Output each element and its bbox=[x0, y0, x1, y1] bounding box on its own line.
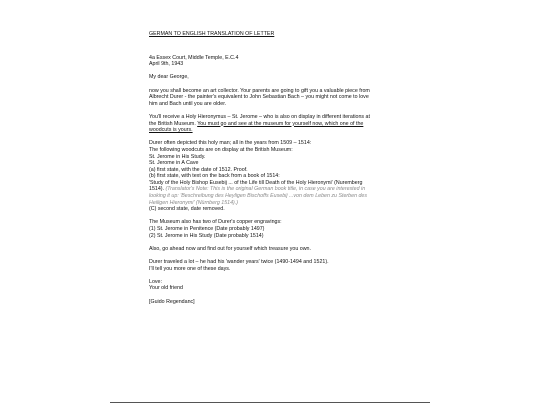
para3-line: The following woodcuts are on display at the British Museum: bbox=[149, 146, 293, 153]
para6-line: I'll tell you more one of these days. bbox=[149, 265, 231, 272]
para2-line: You'll receive a Holy Hieronymus – St. Jerome – who is also on display in different iterations at bbox=[149, 113, 370, 120]
para4-line: (2) St. Jerome in His Study (Date probably 1514) bbox=[149, 232, 264, 239]
closing-line: Your old friend bbox=[149, 285, 183, 292]
para3-line: St. Jerome in A Cave bbox=[149, 160, 199, 167]
letter-body bbox=[149, 31, 449, 305]
para3-line: (C) second state, date removed. bbox=[149, 206, 225, 213]
para2-underlined-line: woodcuts is yours. bbox=[149, 127, 193, 134]
document-title: GERMAN TO ENGLISH TRANSLATION OF LETTER bbox=[149, 31, 275, 37]
para2-line bbox=[149, 121, 449, 128]
salutation: My dear George, bbox=[149, 74, 189, 81]
translator-note-line: looking it up: 'Beschreibung des Heyligen Bischoffs Eusebij ...von dem Leben zu Sterben des bbox=[149, 193, 368, 200]
para3-year-text: 1514). bbox=[149, 186, 166, 193]
para3-line bbox=[149, 186, 449, 193]
para2-underlined-text: You must go and see at the museum for yourself now, which one of the bbox=[197, 120, 364, 127]
translator-note-line: Heiligen Hieronymi' (Nürnberg 1514).) bbox=[149, 199, 239, 206]
para1-line: him and Bach until you are older. bbox=[149, 100, 227, 107]
para1-line: Albrecht Durer - the painter's equivalent to John Sebastian Bach – you might not come to love bbox=[149, 94, 369, 101]
translator-note: (Translator's Note: This is the original German book title, in case you are interested in bbox=[165, 186, 366, 193]
para3-line: (a) first state, with the date of 1512. Proof. bbox=[149, 166, 248, 173]
para3-line: Durer often depicted this holy man; all in the years from 1509 – 1514: bbox=[149, 140, 312, 147]
para6-line: Durer traveled a lot – he had his 'wander years' twice (1490-1494 and 1521). bbox=[149, 259, 329, 265]
para1-line: now you shall become an art collector. Your parents are going to gift you a valuable piece from bbox=[149, 87, 370, 94]
para4-line: (1) St. Jerome in Penitence (Date probably 1497) bbox=[149, 226, 265, 233]
para3-line: 'Study of the Holy Bishop Eusebij ... of the Life till Death of the Holy Hieronymi' (Nuremberg bbox=[149, 179, 363, 186]
closing-line: Love: bbox=[149, 278, 162, 285]
page-bottom-divider bbox=[110, 402, 430, 403]
para4-line: The Museum also has two of Durer's copper engravings: bbox=[149, 219, 282, 226]
signature: [Guido Regendanc] bbox=[149, 298, 195, 305]
para5-line: Also, go ahead now and find out for yourself which treasure you own. bbox=[149, 245, 311, 252]
date-line: April 9th, 1943 bbox=[149, 61, 184, 68]
para2-plain-text: the British Museum. bbox=[149, 120, 198, 127]
para3-line: (b) first state, with text on the back from a book of 1514: bbox=[149, 173, 280, 180]
address-line: 4a Essex Court, Middle Temple, E.C.4 bbox=[149, 54, 239, 61]
para3-line: St. Jerome in His Study. bbox=[149, 153, 206, 160]
